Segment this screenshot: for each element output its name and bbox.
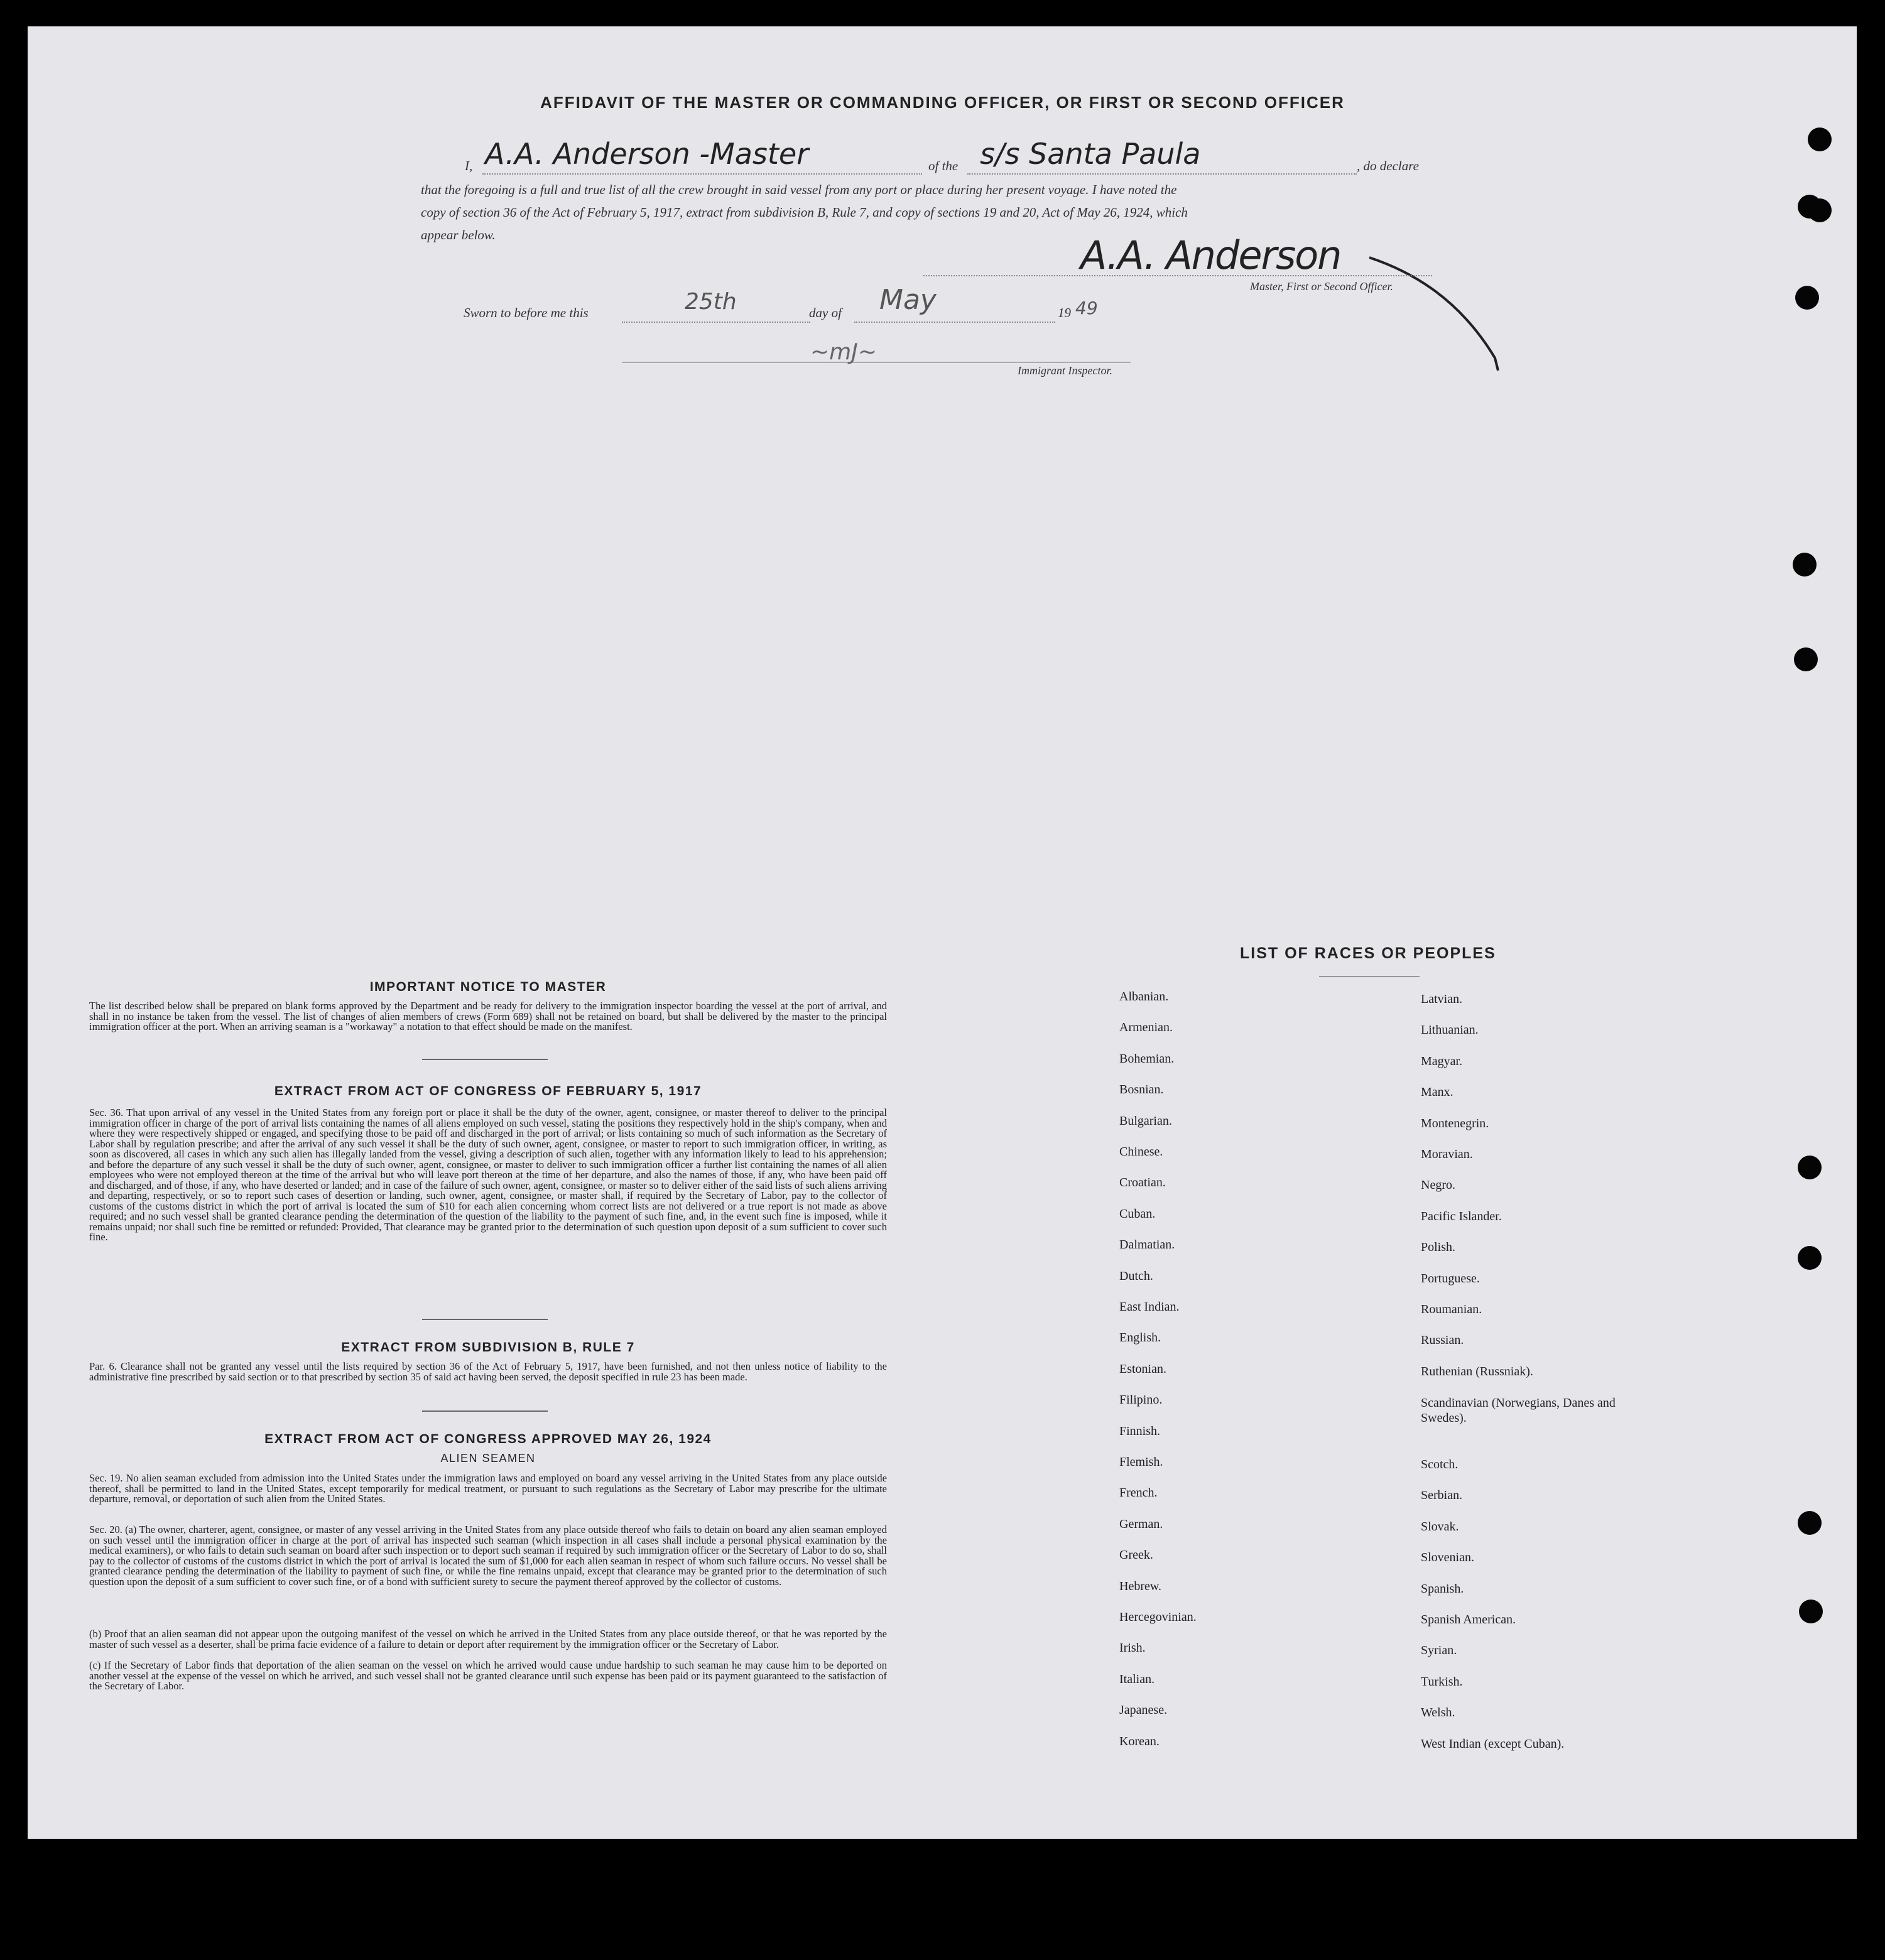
race-item: Russian. [1421,1333,1464,1348]
binder-hole [1798,1246,1822,1270]
race-item: Negro. [1421,1178,1455,1193]
race-item: Flemish. [1119,1455,1163,1469]
race-item: Irish. [1119,1641,1146,1655]
race-item: Moravian. [1421,1147,1473,1161]
race-item: English. [1119,1331,1161,1345]
rule7-text: Par. 6. Clearance shall not be granted any vessel until the lists required by section 36 of the Act of February 5, 1917, have been furnished, and not then unless notice of liability to the administrative fine prescribed by said section or to that prescribed by section 35 of said act having been served, the deposit specified in rule 23 has been made. [89,1360,887,1383]
day-line [622,322,810,323]
sec-20b-text: (b) Proof that an alien seaman did not appear upon the outgoing manifest of the vessel on which he arrived in the United States from any place outside thereof, or that he was reported by the master of such vessel as a deserter, shall be prima facie evidence of a failure to detain or deport after requirement by the immigration officer or the Secretary of Labor. [89,1628,887,1650]
signer-caption: Master, First or Second Officer. [1250,280,1393,293]
race-item: Spanish. [1421,1581,1464,1596]
race-item: Polish. [1421,1240,1456,1255]
do-declare-label: , do declare [1357,158,1419,173]
race-item: Dalmatian. [1119,1238,1175,1252]
race-item: Cuban. [1119,1206,1156,1221]
race-item: Scandinavian (Norwegians, Danes and Swedes). [1421,1396,1616,1426]
race-item: Croatian. [1119,1176,1166,1190]
race-item: Dutch. [1119,1269,1153,1283]
race-item: Chinese. [1119,1145,1163,1159]
race-item: Bohemian. [1119,1051,1175,1066]
master-name-handwritten: A.A. Anderson -Master [485,137,809,171]
race-item: Estonian. [1119,1362,1166,1376]
race-item: Serbian. [1421,1488,1463,1503]
affidavit-heading: AFFIDAVIT OF THE MASTER OR COMMANDING OFFICER, OR FIRST OR SECOND OFFICER [540,93,1345,112]
inspector-caption: Immigrant Inspector. [1018,364,1112,377]
race-item: Turkish. [1421,1674,1463,1689]
race-item: Scotch. [1421,1458,1459,1471]
binder-hole [1795,286,1819,310]
race-item: Greek. [1119,1548,1153,1562]
sworn-label: Sworn to before me this [464,305,589,320]
race-item: Armenian. [1119,1021,1173,1035]
race-item: German. [1119,1517,1163,1531]
race-item: Japanese. [1119,1703,1168,1718]
notice-text: The list described below shall be prepared on blank forms approved by the Department and be ready for delivery to the immigration inspector boarding the vessel at the port of arrival, and shall in no instance be taken from the vessel. The list of changes of alien members of crews (Form 689) shall not be retained on board, but shall be delivered by the master to the principal immigration officer at the port. When an arriving seaman is a "workaway" a notation to that effect should be made on the manifest. [89,1000,887,1032]
race-item: Finnish. [1119,1424,1161,1438]
vessel-line [967,173,1357,175]
binder-hole [1794,647,1818,671]
divider [1319,976,1420,977]
affidavit-i-label: I, [465,158,473,173]
affidavit-line-3: copy of section 36 of the Act of February 5, 1917, extract from subdivision B, Rule 7, and copy of sections 19 and 20, Act of May 26, 1924, which [421,205,1188,220]
master-signature: A.A. Anderson [1080,232,1341,278]
vessel-name-handwritten: s/s Santa Paula [980,137,1201,171]
race-item: Hebrew. [1119,1579,1162,1593]
day-of-label: day of [809,305,842,320]
race-item: Welsh. [1421,1706,1455,1720]
races-title: LIST OF RACES OR PEOPLES [1240,945,1496,962]
sec-20a-text: Sec. 20. (a) The owner, charterer, agent, consignee, or master of any vessel arriving in the United States from any place outside thereof who fails to detain on board any alien seaman employed on such vessel until the immigration officer in charge at the port of arrival has inspected such seaman (which inspection in all cases shall include a personal physical examination by the medical examiners), or who fails to detain such seaman on board after such inspection or to deport such seaman if required by such immigration officer or the Secretary of Labor to do so, shall pay to the collector of customs of the customs district in which the port of arrival is located the sum of $1,000 for each alien seaman in respect of whom such failure occurs. No vessel shall be granted clearance pending the determination of the liability to payment of such fine, or while the fine remains unpaid, except that clearance may be granted prior to the determination of such question upon the deposit of a sum sufficient to cover such fine, or of a bond with sufficient surety to secure the payment thereof approved by the collector of customs. [89,1524,887,1588]
race-item: Bosnian. [1119,1083,1164,1097]
binder-hole [1798,1156,1822,1179]
race-item: Slovenian. [1421,1551,1474,1565]
month-line [854,322,1055,323]
extract-1924-title: EXTRACT FROM ACT OF CONGRESS APPROVED MAY 26, 1924 [264,1432,712,1446]
race-item: Korean. [1119,1734,1160,1748]
rule7-title: EXTRACT FROM SUBDIVISION B, RULE 7 [341,1340,635,1355]
race-item: Roumanian. [1421,1302,1482,1316]
race-item: Magyar. [1421,1054,1463,1068]
notice-title: IMPORTANT NOTICE TO MASTER [369,980,607,994]
race-item: Italian. [1119,1672,1155,1686]
race-item: East Indian. [1119,1300,1180,1314]
race-item: Slovak. [1421,1519,1459,1534]
race-item: West Indian (except Cuban). [1421,1736,1565,1751]
race-item: Syrian. [1421,1643,1457,1658]
race-item: Hercegovinian. [1119,1610,1197,1624]
signature-flourish [1369,251,1507,389]
race-item: Montenegrin. [1421,1116,1489,1130]
of-the-label: of the [928,158,959,173]
name-line [482,173,922,175]
binder-hole [1808,127,1832,151]
inspector-signature: ~mJ~ [810,339,877,365]
race-item: Latvian. [1421,992,1463,1006]
extract-1917-title: EXTRACT FROM ACT OF CONGRESS OF FEBRUARY 5, 1917 [274,1084,702,1098]
binder-hole [1793,553,1817,577]
race-item: Portuguese. [1421,1271,1480,1286]
extract-1917-text: Sec. 36. That upon arrival of any vessel in the United States from any foreign port or place it shall be the duty of the owner, agent, consignee, or master thereof to deliver to the principal immigration officer in charge of the port of arrival lists containing the names of all aliens employed on such vessel, stating the positions they respectively hold in the ship's company, when and where they were respectively shipped or engaged, and specifying those to be paid off and discharged in the port of arrival; or lists containing so much of such information as the Secretary of Labor shall by regulation prescribe; and after the arrival of any such vessel it shall be the duty of such owner, agent, consignee, or master to report to such immigration officer, in writing, as soon as discovered, all cases in which any such alien has illegally landed from the vessel, giving a description of such alien, together with any information likely to lead to his apprehension; and before the departure of any such vessel it shall be the duty of such owner, agent, consignee, or master to deliver to such immigration officer a further list containing the names of all alien employees who were not employed thereon at the time of the arrival but who will leave port thereon at the time of her departure, and also the names of those, if any, who have been paid off and discharged, and of those, if any, who have deserted or landed; and in case of the failure of such owner, agent, consignee, or master so to deliver either of the said lists of such aliens arriving and departing, respectively, or so to report such cases of desertion or landing, such owner, agent, consignee, or master shall, if required by the Secretary of Labor, pay to the collector of customs of the customs district in which the port of arrival is located the sum of $10 for each alien concerning whom correct lists are not delivered or a true report is not made as above required; and no such vessel shall be granted clearance pending the determination of the question of the liability to the payment of such fine, and, in the event such fine is imposed, while it remains unpaid; nor shall such fine be remitted or refunded: Provided, That clearance may be granted prior to the determination of such question upon deposit of a sum sufficient to cover such fine. [89,1107,887,1243]
race-item: French. [1119,1486,1158,1500]
binder-hole [1808,198,1832,222]
signature-line [923,275,1432,276]
race-item: Pacific Islander. [1421,1209,1502,1223]
race-item: Spanish American. [1421,1613,1516,1627]
race-item: Lithuanian. [1421,1023,1479,1037]
divider [422,1410,548,1412]
binder-hole [1798,1511,1822,1535]
year-handwritten: 49 [1075,298,1098,318]
binder-hole [1799,1600,1823,1623]
year-printed: 19 [1058,305,1071,320]
affidavit-line-2: that the foregoing is a full and true list of all the crew brought in said vessel from any port or place during her present voyage. I have noted the [421,182,1177,197]
divider [422,1059,548,1060]
sec-19-text: Sec. 19. No alien seaman excluded from admission into the United States under the immigration laws and employed on board any vessel arriving in the United States from any place outside thereof, shall be permitted to land in the United States, except temporarily for medical treatment, or pursuant to such regulations as the Secretary of Labor may prescribe for the ultimate departure, removal, or deportation of such alien from the United States. [89,1472,887,1505]
month-handwritten: May [879,284,937,316]
affidavit-line-4: appear below. [421,227,496,242]
race-item: Bulgarian. [1119,1113,1172,1128]
day-handwritten: 25th [685,289,737,315]
sec-20c-text: (c) If the Secretary of Labor finds that deportation of the alien seaman on the vessel on which he arrived would cause undue hardship to such seaman he may cause him to be deported on another vessel at the expense of the vessel on which he arrived, and such vessel shall not be granted clearance until such expense has been paid or its payment guaranteed to the satisfaction of the Secretary of Labor. [89,1659,887,1692]
divider [422,1319,548,1320]
race-item: Albanian. [1119,990,1169,1004]
extract-1924-subtitle: ALIEN SEAMEN [440,1452,536,1465]
race-item: Ruthenian (Russniak). [1421,1364,1533,1378]
race-item: Filipino. [1119,1393,1163,1407]
race-item: Manx. [1421,1085,1453,1100]
